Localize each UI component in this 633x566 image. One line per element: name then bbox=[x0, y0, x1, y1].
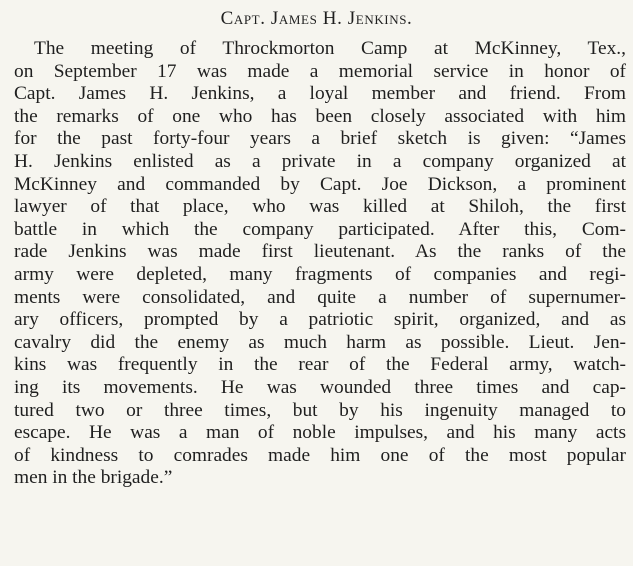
article-line: escape. He was a man of noble impulses, and his many acts bbox=[14, 422, 626, 444]
article-line: lawyer of that place, who was killed at Shiloh, the first bbox=[14, 196, 626, 218]
article-line: cavalry did the enemy as much harm as possible. Lieut. Jen- bbox=[14, 331, 626, 353]
article-line: ing its movements. He was wounded three times and cap- bbox=[14, 376, 626, 398]
article-body bbox=[14, 38, 626, 490]
article-line: kins was frequently in the rear of the Federal army, watch- bbox=[14, 354, 626, 376]
article-line: ary officers, prompted by a patriotic spirit, organized, and as bbox=[14, 309, 626, 331]
article-line: of kindness to comrades made him one of the most popular bbox=[14, 444, 626, 466]
article-line: the remarks of one who has been closely associated with him bbox=[14, 105, 626, 127]
article-line: tured two or three times, but by his ingenuity managed to bbox=[14, 399, 626, 421]
article-line: men in the brigade.” bbox=[14, 467, 173, 489]
article-line: army were depleted, many fragments of companies and regi- bbox=[14, 263, 626, 285]
article-line: on September 17 was made a memorial service in honor of bbox=[14, 60, 626, 82]
article-line: ments were consolidated, and quite a number of supernumer- bbox=[14, 286, 626, 308]
article-line: The meeting of Throckmorton Camp at McKinney, Tex., bbox=[34, 38, 626, 59]
article-line: Capt. James H. Jenkins, a loyal member and friend. From bbox=[14, 83, 626, 105]
article-line: H. Jenkins enlisted as a private in a company organized at bbox=[14, 150, 626, 172]
article-line: battle in which the company participated. After this, Com- bbox=[14, 218, 626, 240]
article-line: McKinney and commanded by Capt. Joe Dickson, a prominent bbox=[14, 173, 626, 195]
article-line: rade Jenkins was made first lieutenant. As the ranks of the bbox=[14, 241, 626, 263]
article-title: Capt. James H. Jenkins. bbox=[220, 8, 413, 29]
article-line: for the past forty-four years a brief sketch is given: “James bbox=[14, 128, 626, 150]
